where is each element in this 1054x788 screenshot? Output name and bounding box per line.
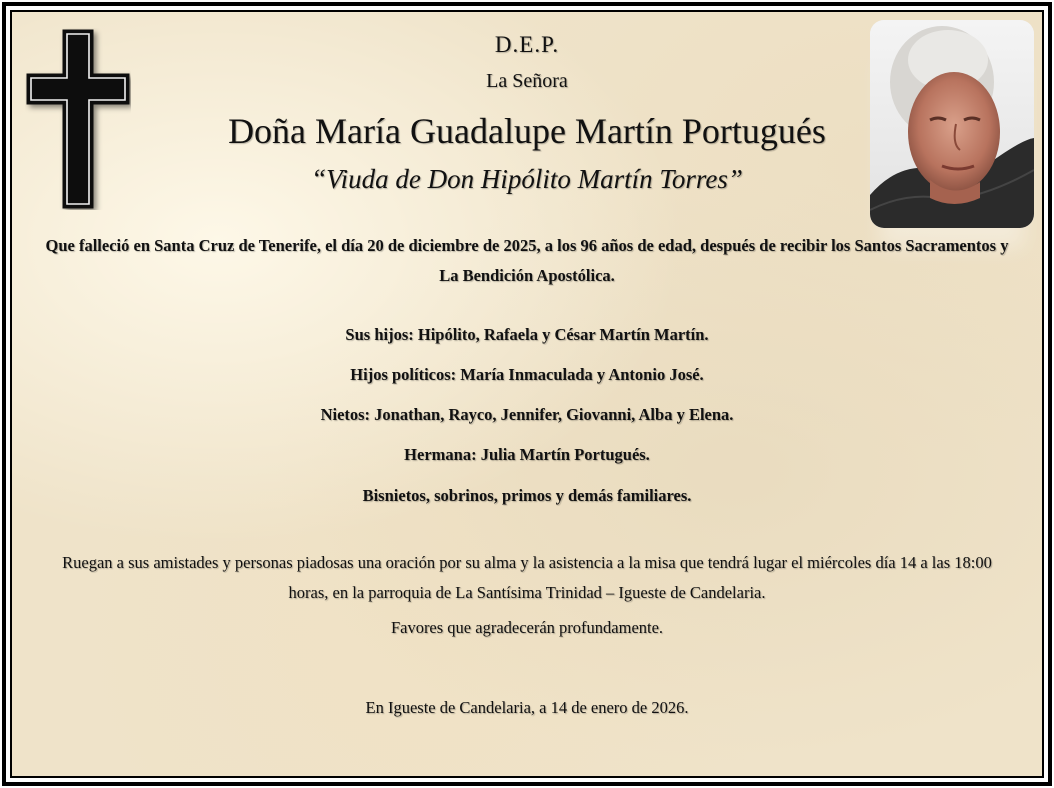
dep-heading: D.E.P. [494,32,560,57]
obituary-card [10,10,1044,778]
family-line-children: Sus hijos: Hipólito, Rafaela y César Martín Martín. [345,325,709,344]
family-line-in-laws: Hijos políticos: María Inmaculada y Antonio José. [350,365,704,384]
title-prefix: La Señora [486,70,568,92]
family-line-others: Bisnietos, sobrinos, primos y demás familiares. [362,486,692,505]
thanks-line: Favores que agradecerán profundamente. [390,618,664,637]
family-line-grandchildren: Nietos: Jonathan, Rayco, Jennifer, Giovanni, Alba y Elena. [320,405,734,424]
death-announcement: Que falleció en Santa Cruz de Tenerife, el día 20 de diciembre de 2025, a los 96 años de edad, después de recibir los Santos Sacramentos y La Bendición Apostólica. [45,236,1009,285]
place-and-date: En Igueste de Candelaria, a 14 de enero de 2026. [365,698,689,717]
deceased-name: Doña María Guadalupe Martín Portugués [228,111,826,151]
mass-invitation: Ruegan a sus amistades y personas piadosas una oración por su alma y la asistencia a la misa que tendrá lugar el miércoles día 14 a las 18:00 horas, en la parroquia de La Santísima Trinidad – Igueste de Candelaria. [62,553,992,602]
obituary-frame [2,2,1052,786]
widow-line: “Viuda de Don Hipólito Martín Torres” [311,164,743,194]
family-line-sister: Hermana: Julia Martín Portugués. [404,445,650,464]
